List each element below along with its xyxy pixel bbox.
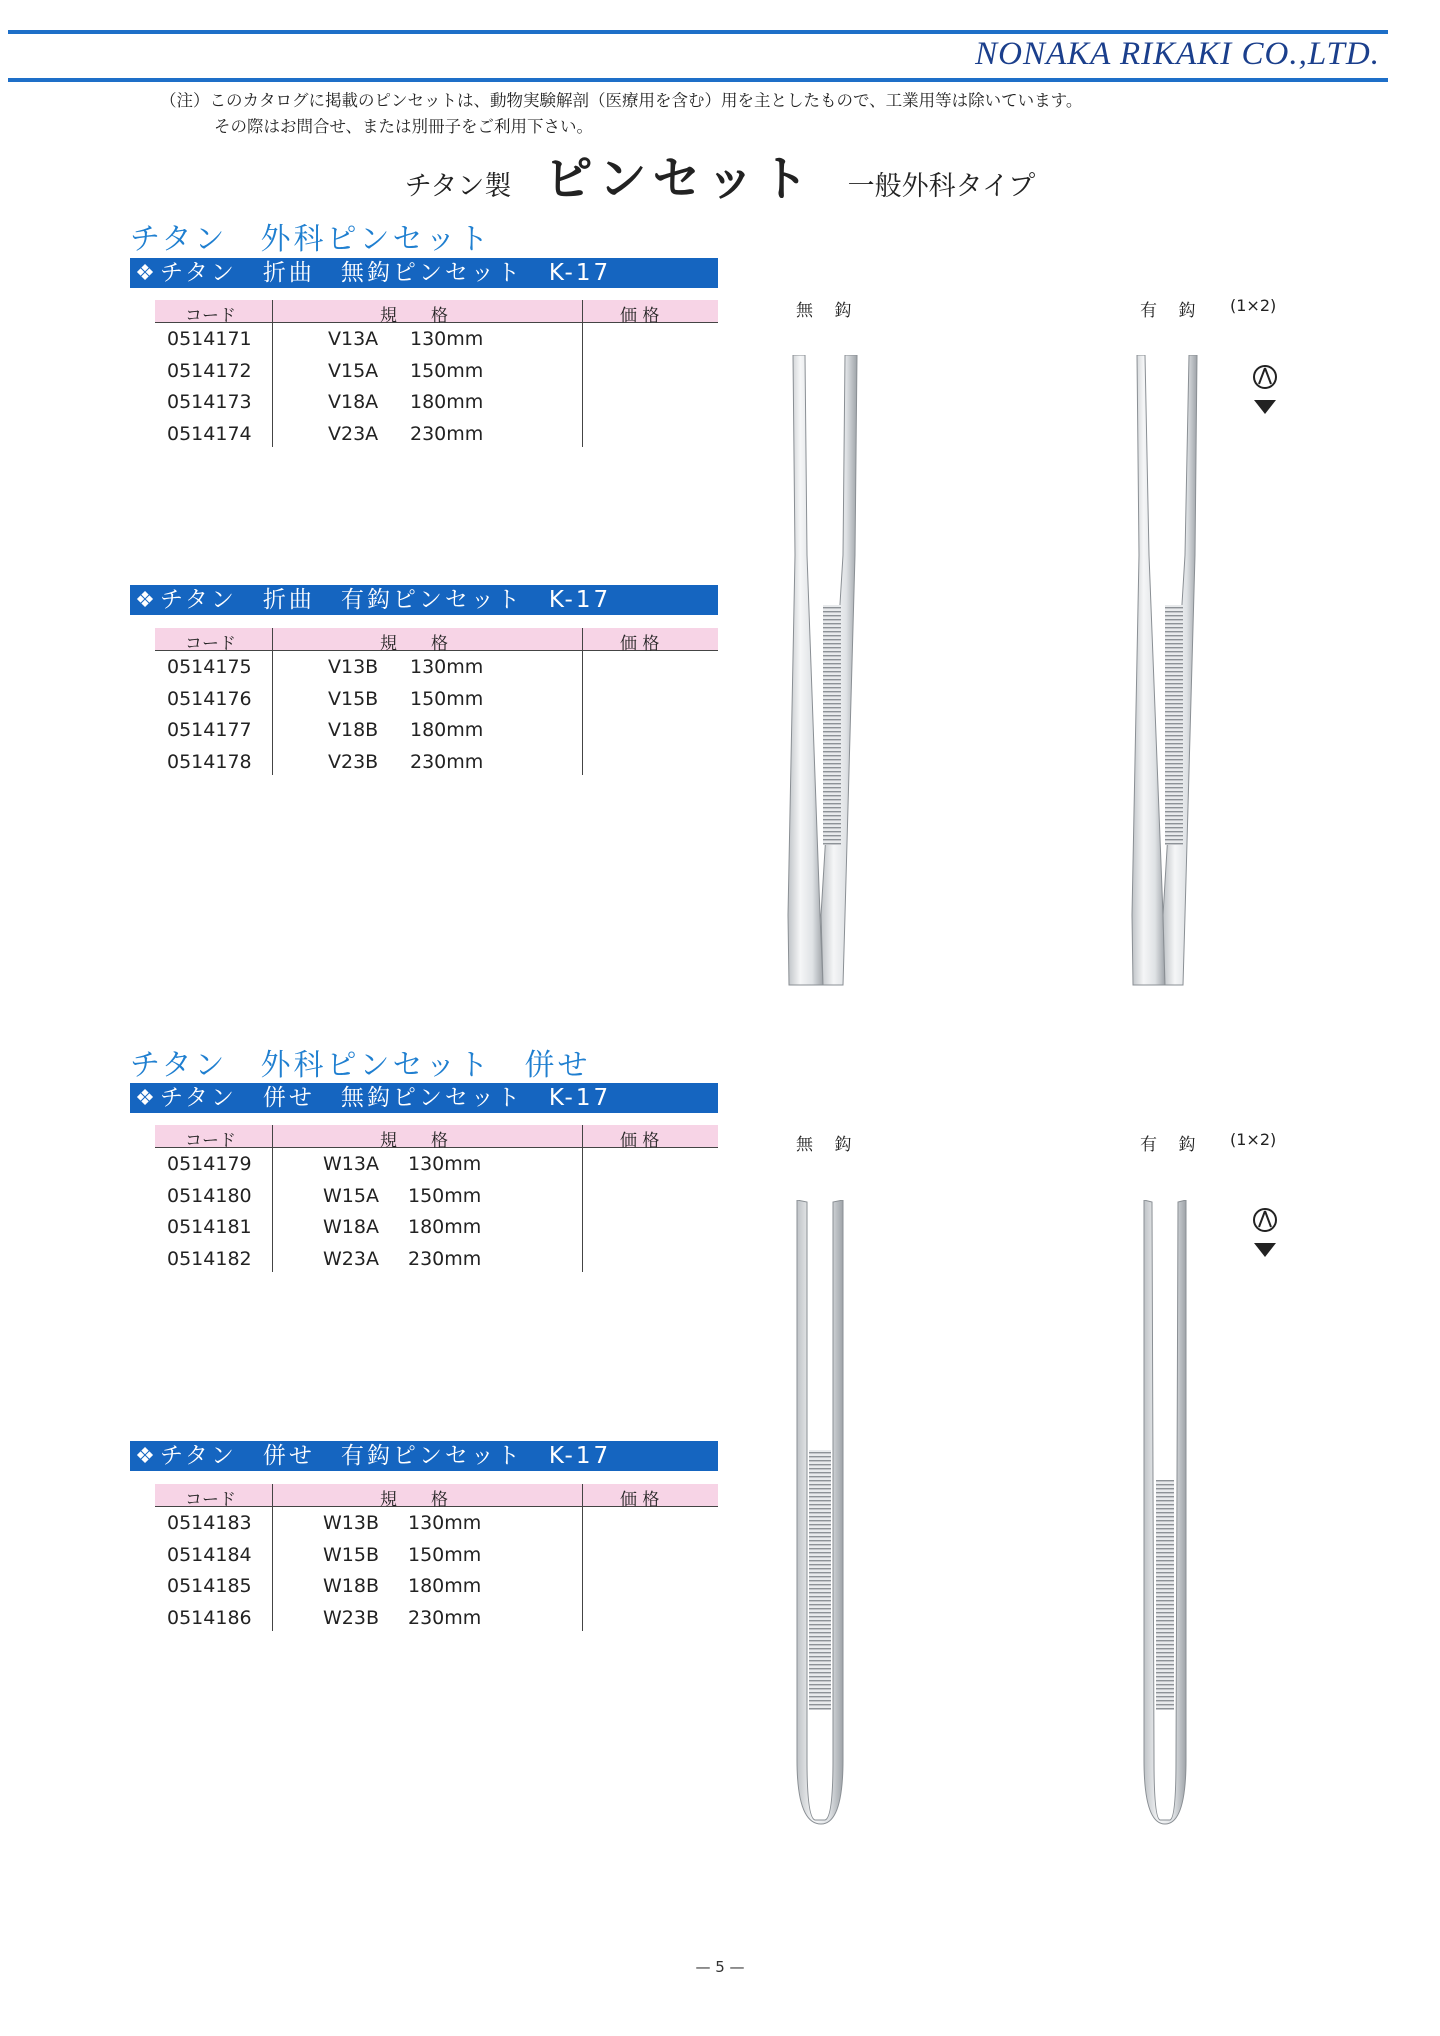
- page-title: [0, 140, 1440, 209]
- note-line-2: その際はお問合せ、または別冊子をご利用下さい。: [214, 117, 594, 136]
- label-plain: 無 鈎: [796, 301, 860, 321]
- model-cell: V15A: [328, 359, 379, 382]
- table-title-bar: [130, 258, 718, 288]
- model-cell: W15A: [323, 1184, 379, 1207]
- model-cell: V13B: [328, 656, 379, 678]
- table-title-bar: [130, 1083, 718, 1113]
- table-title: チタン 併せ 有鈎ピンセット K-17: [160, 1443, 612, 1469]
- table-row: [155, 1507, 718, 1539]
- code-cell: 0514181: [167, 1216, 252, 1238]
- code-cell: 0514178: [167, 750, 252, 773]
- table-header: [155, 1125, 718, 1151]
- header-code: コード: [185, 306, 236, 326]
- size-cell: 230mm: [410, 422, 484, 445]
- model-cell: W18A: [323, 1216, 379, 1238]
- catalog-note: [160, 88, 1082, 140]
- size-cell: 130mm: [410, 656, 484, 678]
- table-title: チタン 併せ 無鈎ピンセット K-17: [160, 1085, 612, 1111]
- section-heading-2: チタン 外科ピンセット 併せ: [130, 1048, 591, 1083]
- table-row: [155, 746, 718, 778]
- code-cell: 0514184: [167, 1543, 252, 1566]
- table-title: チタン 折曲 無鈎ピンセット K-17: [160, 260, 612, 286]
- header-code: コード: [185, 1131, 236, 1151]
- model-cell: V18B: [328, 719, 379, 741]
- size-cell: 180mm: [408, 1575, 482, 1597]
- diamond-icon: ❖: [135, 1444, 155, 1469]
- label-toothed-spec: (1×2): [1230, 296, 1277, 315]
- header-price: 価 格: [620, 1490, 660, 1510]
- table-row: [155, 1148, 718, 1180]
- model-cell: W23B: [323, 1606, 379, 1629]
- code-cell: 0514183: [167, 1512, 252, 1534]
- model-cell: V23A: [328, 422, 379, 445]
- diamond-icon: ❖: [135, 1086, 155, 1111]
- table-row: [155, 386, 718, 418]
- model-cell: W18B: [323, 1575, 379, 1597]
- model-cell: W23A: [323, 1247, 379, 1270]
- size-cell: 150mm: [410, 687, 484, 710]
- code-cell: 0514180: [167, 1184, 252, 1207]
- code-cell: 0514185: [167, 1575, 252, 1597]
- table-row: [155, 683, 718, 715]
- code-cell: 0514176: [167, 687, 252, 710]
- table-row: [155, 1211, 718, 1243]
- label-toothed: 有 鈎: [1140, 301, 1204, 321]
- size-cell: 150mm: [410, 359, 484, 382]
- title-suffix: 一般外科タイプ: [847, 171, 1036, 202]
- company-name: NONAKA RIKAKI CO.,LTD.: [975, 36, 1380, 72]
- title-prefix: チタン製: [404, 171, 512, 202]
- model-cell: W13A: [323, 1153, 379, 1175]
- code-cell: 0514177: [167, 719, 252, 741]
- header-code: コード: [185, 1490, 236, 1510]
- code-cell: 0514175: [167, 656, 252, 678]
- size-cell: 130mm: [408, 1512, 482, 1534]
- table-row: [155, 1570, 718, 1602]
- diamond-icon: ❖: [135, 261, 155, 286]
- table-header: [155, 1484, 718, 1510]
- table-header: [155, 300, 718, 326]
- straight-plain-forceps-image: [785, 1200, 855, 1825]
- model-cell: V15B: [328, 687, 379, 710]
- model-cell: V23B: [328, 750, 379, 773]
- code-cell: 0514173: [167, 391, 252, 413]
- code-cell: 0514186: [167, 1606, 252, 1629]
- product-table: [155, 1484, 718, 1633]
- code-cell: 0514182: [167, 1247, 252, 1270]
- bent-plain-forceps-image: [785, 355, 865, 990]
- model-cell: V13A: [328, 328, 379, 350]
- size-cell: 180mm: [408, 1216, 482, 1238]
- model-cell: W15B: [323, 1543, 379, 1566]
- code-cell: 0514174: [167, 422, 252, 445]
- size-cell: 180mm: [410, 719, 484, 741]
- table-header: [155, 628, 718, 654]
- table-row: [155, 418, 718, 450]
- section-heading-1: チタン 外科ピンセット: [130, 222, 492, 257]
- table-row: [155, 323, 718, 355]
- table-row: [155, 1180, 718, 1212]
- table-row: [155, 651, 718, 683]
- straight-toothed-forceps-image: [1130, 1200, 1200, 1825]
- top-rule-lower: [8, 78, 1388, 82]
- size-cell: 150mm: [408, 1543, 482, 1566]
- header-spec: 規 格: [380, 1131, 448, 1151]
- size-cell: 130mm: [408, 1153, 482, 1175]
- tooth-tip-icon: [1250, 1205, 1280, 1265]
- size-cell: 130mm: [410, 328, 484, 350]
- header-price: 価 格: [620, 1131, 660, 1151]
- bent-toothed-forceps-image: [1125, 355, 1205, 990]
- table-title-bar: [130, 1441, 718, 1471]
- size-cell: 150mm: [408, 1184, 482, 1207]
- size-cell: 230mm: [410, 750, 484, 773]
- model-cell: V18A: [328, 391, 379, 413]
- size-cell: 230mm: [408, 1606, 482, 1629]
- table-row: [155, 355, 718, 387]
- header-spec: 規 格: [380, 306, 448, 326]
- header-code: コード: [185, 634, 236, 654]
- table-row: [155, 1602, 718, 1634]
- diamond-icon: ❖: [135, 588, 155, 613]
- code-cell: 0514172: [167, 359, 252, 382]
- header-spec: 規 格: [380, 1490, 448, 1510]
- label-toothed-spec: (1×2): [1230, 1130, 1277, 1149]
- size-cell: 180mm: [410, 391, 484, 413]
- label-toothed: 有 鈎: [1140, 1135, 1204, 1155]
- table-title: チタン 折曲 有鈎ピンセット K-17: [160, 587, 612, 613]
- table-row: [155, 714, 718, 746]
- tooth-tip-icon: [1250, 362, 1280, 422]
- title-main: ピンセット: [544, 151, 815, 207]
- table-row: [155, 1243, 718, 1275]
- header-price: 価 格: [620, 634, 660, 654]
- header-price: 価 格: [620, 306, 660, 326]
- table-row: [155, 1539, 718, 1571]
- label-plain: 無 鈎: [796, 1135, 860, 1155]
- size-cell: 230mm: [408, 1247, 482, 1270]
- top-rule: [8, 30, 1388, 34]
- product-table: [155, 1125, 718, 1274]
- table-title-bar: [130, 585, 718, 615]
- header-spec: 規 格: [380, 634, 448, 654]
- note-line-1: （注）このカタログに掲載のピンセットは、動物実験解剖（医療用を含む）用を主としたもので、工業用等は除いています。: [160, 91, 1083, 110]
- product-table: [155, 628, 718, 777]
- model-cell: W13B: [323, 1512, 379, 1534]
- product-table: [155, 300, 718, 449]
- code-cell: 0514179: [167, 1153, 252, 1175]
- code-cell: 0514171: [167, 328, 252, 350]
- page-number: — 5 —: [695, 1958, 745, 1976]
